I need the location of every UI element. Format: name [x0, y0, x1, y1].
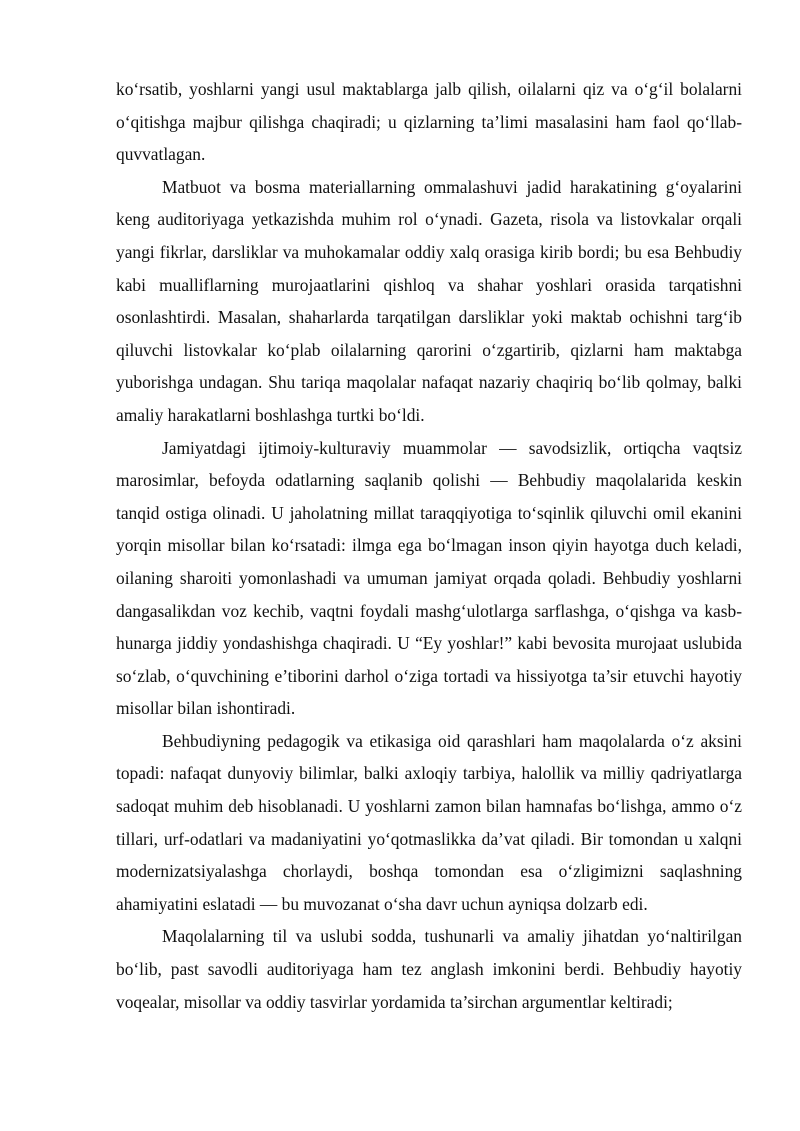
paragraph-pedagogical-views: Behbudiyning pedagogik va etikasiga oid qarashlari ham maqolalarda o‘z aksini topadi: nafaqat dunyoviy bilimlar, balki axloqiy tarbiya, halollik va milliy qadriyatlarga sadoqat muhim deb hisoblanadi. U yoshlarni zamon bilan hamnafas bo‘lishga, ammo o‘z tillari, urf-odatlari va madaniyatini yo‘qotmaslikka da’vat qiladi. Bir tomondan u xalqni modernizatsiyalashga chorlaydi, boshqa tomondan esa o‘zligimizni saqlashning ahamiyatini eslatadi — bu muvozanat o‘sha davr uchun ayniqsa dolzarb edi. [116, 730, 742, 914]
document-body [116, 73, 742, 1018]
paragraph-language-style: Maqolalarning til va uslubi sodda, tushunarli va amaliy jihatdan yo‘naltirilgan bo‘lib, past savodli auditoriyaga ham tez anglash imkonini berdi. Behbudiy hayotiy voqealar, misollar va oddiy tasvirlar yordamida ta’sirchan argumentlar keltiradi; [116, 926, 742, 1012]
paragraph-continuation: ko‘rsatib, yoshlarni yangi usul maktablarga jalb qilish, oilalarni qiz va o‘g‘il bolalarni o‘qitishga majbur qilishga chaqiradi; u qizlarning ta’limi masalasini ham faol qo‘llab-quvvatlagan. [116, 79, 742, 165]
paragraph-press-materials: Matbuot va bosma materiallarning ommalashuvi jadid harakatining g‘oyalarini keng auditoriyaga yetkazishda muhim rol o‘ynadi. Gazeta, risola va listovkalar orqali yangi fikrlar, darsliklar va muhokamalar oddiy xalq orasiga kirib bordi; bu esa Behbudiy kabi mualliflarning murojaatlarini qishloq va shahar yoshlari orasida tarqatishni osonlashtirdi. Masalan, shaharlarda tarqatilgan darsliklar yoki maktab ochishni targ‘ib qiluvchi listovkalar ko‘plab oilalarning qarorini o‘zgartirib, qizlarni ham maktabga yuborishga undagan. Shu tariqa maqolalar nafaqat nazariy chaqiriq bo‘lib qolmay, balki amaliy harakatlarni boshlashga turtki bo‘ldi. [116, 176, 742, 425]
paragraph-social-problems: Jamiyatdagi ijtimoiy-kulturaviy muammolar — savodsizlik, ortiqcha vaqtsiz marosimlar, befoyda odatlarning saqlanib qolishi — Behbudiy maqolalarida keskin tanqid ostiga olinadi. U jaholatning millat taraqqiyotiga to‘sqinlik qiluvchi omil ekanini yorqin misollar bilan ko‘rsatadi: ilmga ega bo‘lmagan inson qiyin hayotga duch keladi, oilaning sharoiti yomonlashadi va umuman jamiyat orqada qoladi. Behbudiy yoshlarni dangasalikdan voz kechib, vaqtni foydali mashg‘ulotlarga sarflashga, o‘qishga va kasb-hunarga jiddiy yondashishga chaqiradi. U “Ey yoshlar!” kabi bevosita murojaat uslubida so‘zlab, o‘quvchining e’tiborini darhol o‘ziga tortadi va hissiyotga ta’sir etuvchi hayotiy misollar bilan ishontiradi. [116, 437, 742, 719]
